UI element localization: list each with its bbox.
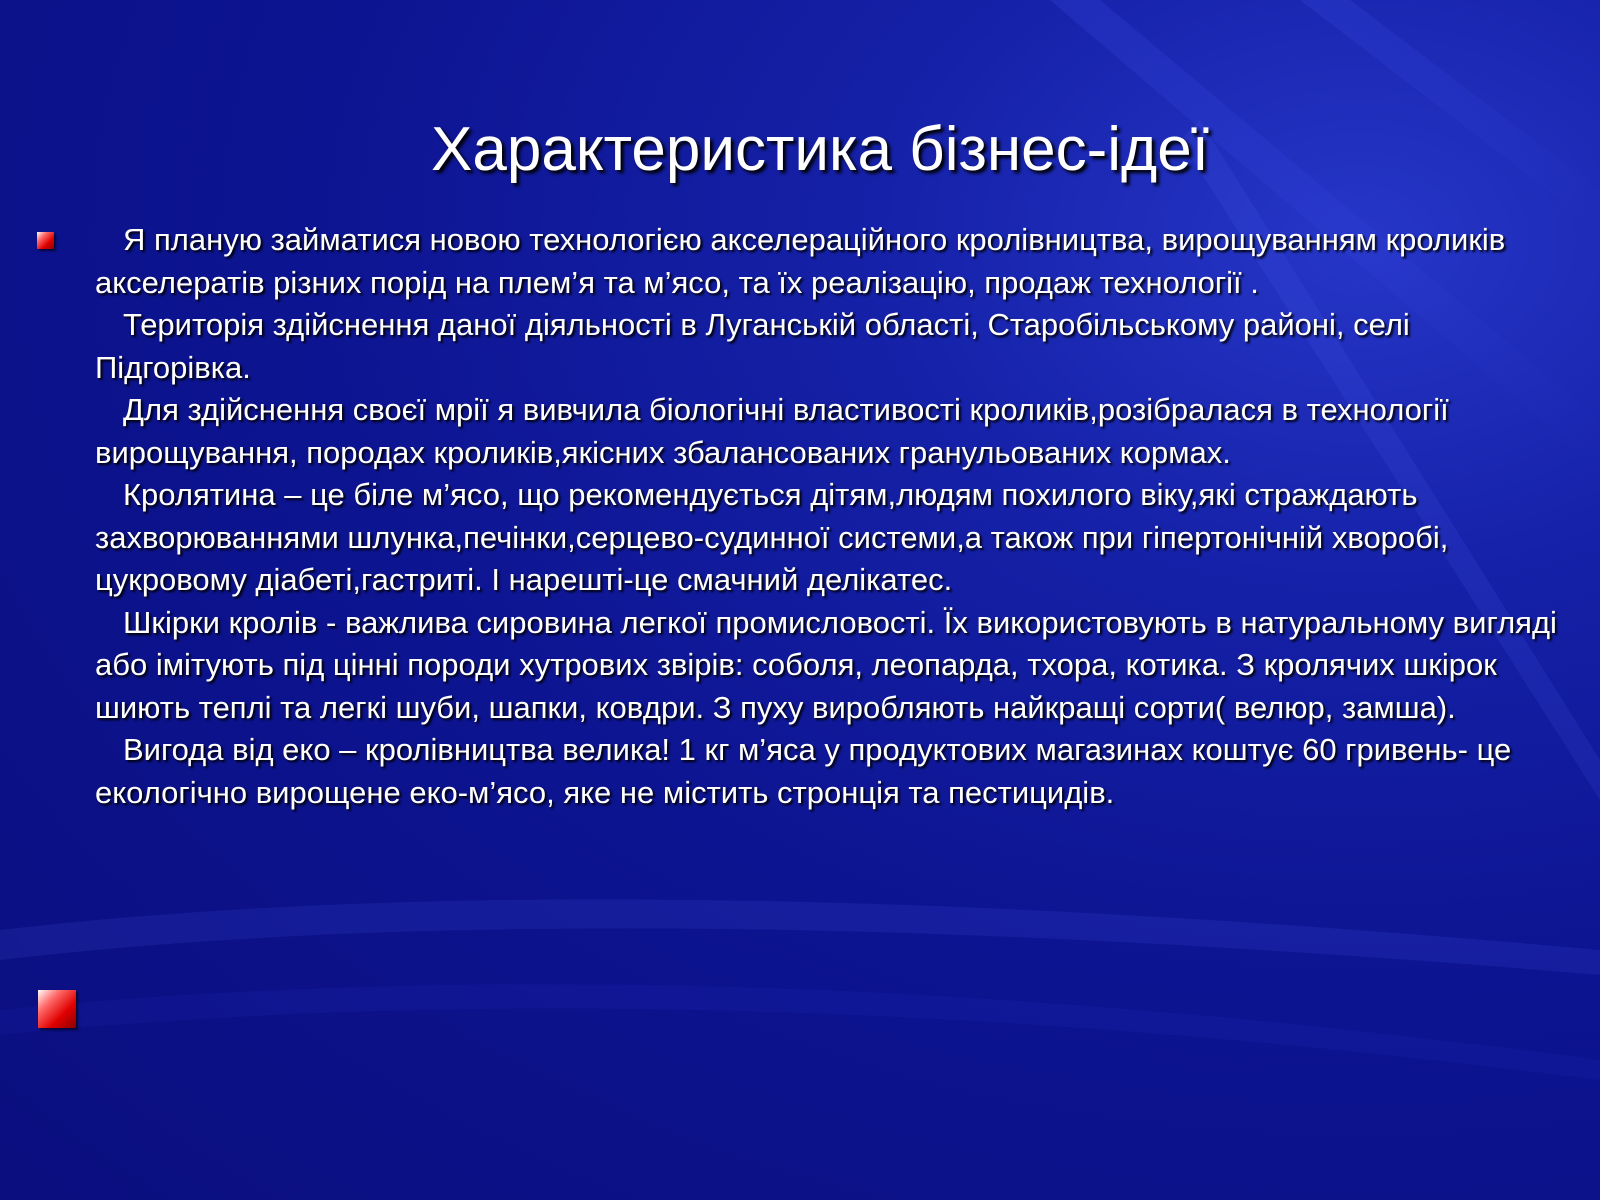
paragraph: Кролятина – це біле м’ясо, що рекомендується дітям,людям похилого віку,які страждають захворюваннями шлунка,печінки,серцево-судинної системи,а також при гіпертонічній хворобі, цукровому діабеті,гастриті. І нарешті-це смачний делікатес.	[95, 477, 1449, 597]
paragraph: Вигода від еко – кролівництва велика! 1 кг м’яса у продуктових магазинах коштує 60 гривень- це екологічно вирощене еко-м’ясо, яке не містить стронція та пестицидів.	[95, 732, 1512, 810]
bullet-icon	[38, 990, 76, 1028]
ray-4	[0, 899, 1600, 975]
paragraph: Територія здійснення даної діяльності в Луганській області, Старобільському районі, селі Підгорівка.	[95, 307, 1410, 385]
paragraph: Шкірки кролів - важлива сировина легкої промисловості. Їх використовують в натуральному вигляді або імітують під цінні породи хутрових звірів: соболя, леопарда, тхора, котика. З кролячих шкірок шиють теплі та легкі шуби, шапки, ковдри. З пуху виробляють найкращі сорти( велюр, замша).	[95, 604, 1557, 725]
paragraph: Я планую займатися новою технологією акселераційного кролівництва, вирощуванням кроликів акселератів різних порід на плем’я та м’ясо, та їх реалізацію, продаж технології .	[95, 222, 1506, 300]
ray-5	[0, 984, 1600, 1080]
bullet-icon	[37, 232, 54, 249]
body-text	[95, 219, 1565, 814]
paragraph: Для здійснення своєї мрії я вивчила біологічні властивості кроликів,розібралася в технології вирощування, породах кроликів,якісних збалансованих гранульованих кормах.	[95, 392, 1449, 470]
slide-title: Характеристика бізнес-ідеї	[431, 115, 1209, 184]
